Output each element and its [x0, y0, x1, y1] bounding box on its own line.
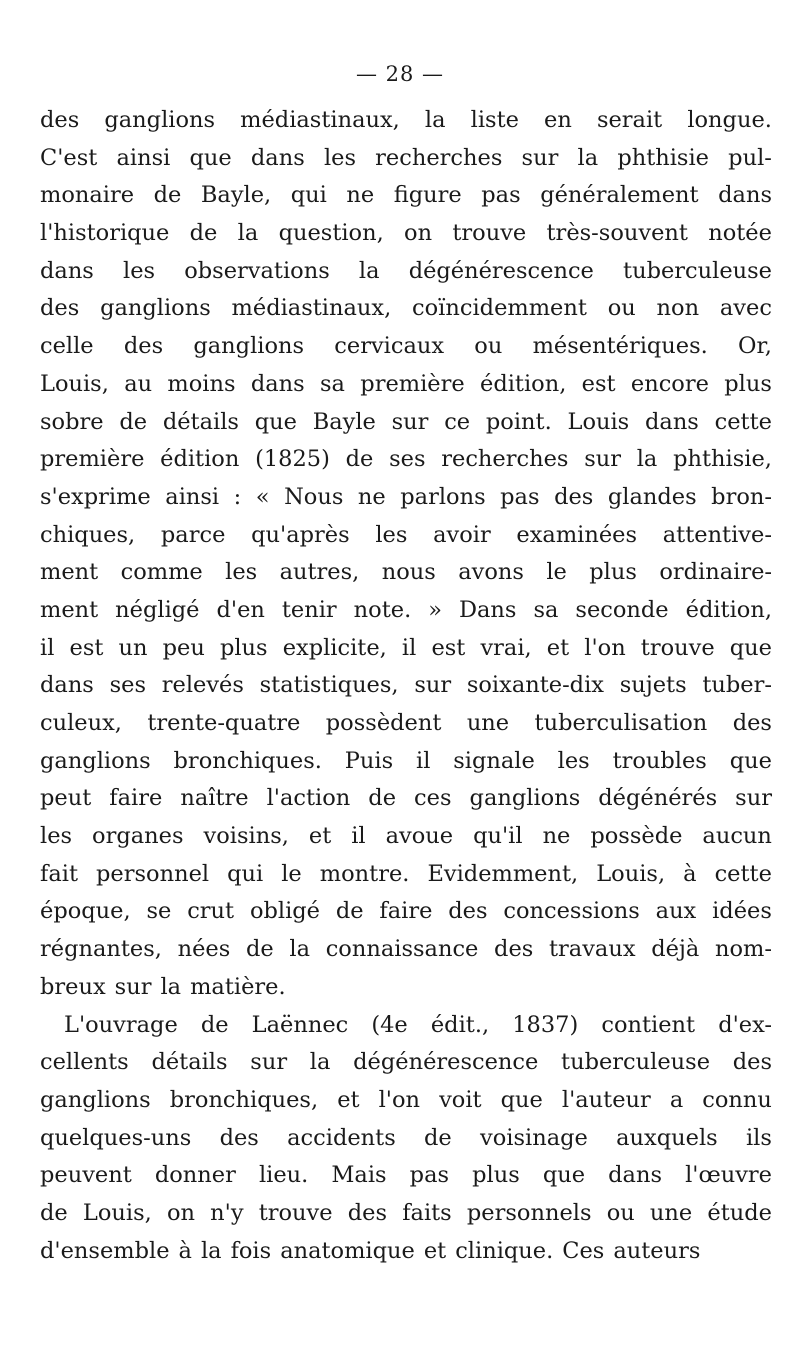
text-line: régnantes, nées de la connaissance des travaux déjà nom- [40, 936, 772, 963]
text-line: de Louis, on n'y trouve des faits personnels ou une étude [40, 1199, 772, 1226]
text-line: dans les observations la dégénérescence tuberculeuse [40, 257, 772, 284]
page-number: — 28 — [355, 62, 445, 86]
text-line: les organes voisins, et il avoue qu'il ne possède aucun [40, 823, 772, 850]
text-line: des ganglions médiastinaux, coïncidemment ou non avec [40, 295, 772, 322]
text-line: breux sur la matière. [40, 973, 286, 1000]
text-line: cellents détails sur la dégénérescence tuberculeuse des [40, 1049, 772, 1076]
text-line: sobre de détails que Bayle sur ce point. Louis dans cette [40, 408, 772, 435]
text-line: ganglions bronchiques, et l'on voit que l'auteur a connu [40, 1086, 772, 1113]
text-line: culeux, trente-quatre possèdent une tuberculisation des [40, 710, 772, 736]
text-line: celle des ganglions cervicaux ou mésentériques. Or, [40, 333, 772, 360]
text-line: il est un peu plus explicite, il est vrai, et l'on trouve que [40, 634, 772, 661]
text-line: fait personnel qui le montre. Evidemment, Louis, à cette [40, 860, 772, 887]
text-line: ment négligé d'en tenir note. » Dans sa seconde édition, [40, 596, 772, 623]
text-line: peut faire naître l'action de ces ganglions dégénérés sur [40, 785, 772, 812]
text-line: l'historique de la question, on trouve très-souvent notée [40, 220, 772, 247]
body-text [40, 102, 772, 1270]
text-line: quelques-uns des accidents de voisinage auxquels ils [40, 1124, 772, 1151]
text-line: s'exprime ainsi : « Nous ne parlons pas des glandes bron- [40, 483, 772, 510]
text-line: dans ses relevés statistiques, sur soixante-dix sujets tuber- [40, 672, 772, 699]
text-line: ganglions bronchiques. Puis il signale les troubles que [40, 747, 772, 774]
text-line: chiques, parce qu'après les avoir examinées attentive- [40, 521, 772, 548]
text-line: Louis, au moins dans sa première édition, est encore plus [40, 370, 772, 397]
text-line: première édition (1825) de ses recherches sur la phthisie, [40, 446, 772, 473]
text-line: L'ouvrage de Laënnec (4e édit., 1837) contient d'ex- [64, 1011, 772, 1038]
text-line: d'ensemble à la fois anatomique et clinique. Ces auteurs [40, 1237, 701, 1264]
text-line: époque, se crut obligé de faire des concessions aux idées [40, 898, 772, 925]
text-line: des ganglions médiastinaux, la liste en serait longue. [40, 107, 772, 133]
text-line: ment comme les autres, nous avons le plus ordinaire- [40, 559, 772, 586]
text-line: monaire de Bayle, qui ne figure pas généralement dans [40, 182, 772, 209]
text-line: C'est ainsi que dans les recherches sur la phthisie pul- [40, 144, 772, 171]
text-line: peuvent donner lieu. Mais pas plus que dans l'œuvre [40, 1162, 772, 1189]
